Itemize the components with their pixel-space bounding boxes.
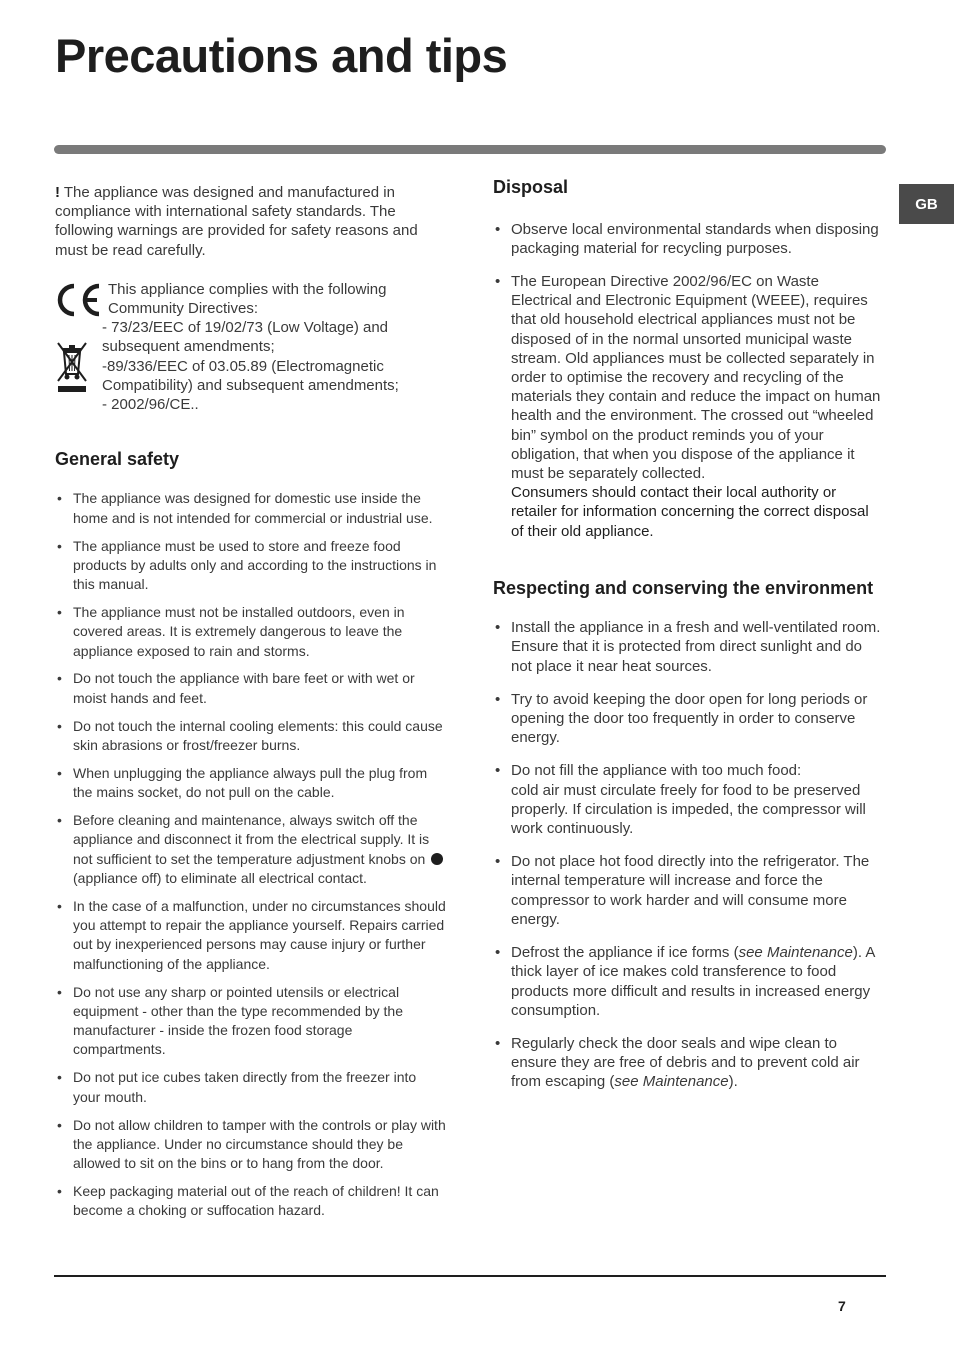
list-item: • Do not touch the internal cooling elements: this could cause skin abrasions or frost/freezer burns. — [57, 717, 443, 753]
maintenance-reference: see Maintenance — [614, 1073, 729, 1091]
compliance-block — [55, 280, 447, 414]
list-item: • Defrost the appliance if ice forms (see Maintenance). A thick layer of ice makes cold transference to food products more difficult and results in increased energy consumption. — [495, 944, 875, 1019]
general-safety-list — [55, 489, 447, 1220]
compliance-text — [102, 280, 447, 414]
list-item: • Do not use any sharp or pointed utensils or electrical equipment - other than the type recommended by the manufacturer - inside the frozen food storage compartments. — [57, 983, 403, 1058]
list-item: • When unplugging the appliance always pull the plug from the mains socket, do not pull on the cable. — [57, 764, 428, 801]
list-item: • Try to avoid keeping the door open for long periods or opening the door too frequently in order to conserve energy. — [495, 690, 868, 747]
language-tab: GB — [899, 184, 954, 224]
list-item: • The appliance was designed for domestic use inside the home and is not intended for commercial or industrial use. — [57, 490, 433, 526]
filled-circle-off-icon — [431, 853, 443, 865]
left-column — [55, 183, 447, 1229]
page-title: Precautions and tips — [55, 29, 508, 82]
compliance-line: - 2002/96/CE.. — [102, 396, 199, 414]
compliance-line: Community Directives: — [108, 300, 259, 318]
list-item: • Do not place hot food directly into the refrigerator. The internal temperature will increase and force the compressor to work harder and will consume more energy. — [495, 853, 870, 928]
intro-paragraph — [55, 183, 447, 260]
list-item: • In the case of a malfunction, under no circumstances should you attempt to repair the appliance yourself. Repairs carried out by inexperienced persons may cause injury or further malfunctioning of the appliance. — [57, 897, 446, 972]
warning-marker: ! — [55, 184, 60, 201]
general-safety-heading: General safety — [55, 448, 180, 469]
list-item: • The European Directive 2002/96/EC on Waste Electrical and Electronic Equipment (WEEE), requires that old household electrical appliances must not be disposed of in the normal unsorted municipal waste stream. Old appliances must be collected separately in order to optimise the recovery and recycling of the materials they contain and reduce the impact on human health and the environment. The crossed out “wheeled bin” symbol on the product reminds you of your obligation, that when you dispose of the appliance it must be separately collected. Consumers should contact their local authority or retailer for information concerning the correct disposal of their old appliance. — [495, 272, 881, 540]
right-column — [493, 178, 883, 1106]
compliance-line: Compatibility) and subsequent amendments; — [102, 376, 399, 394]
list-item: • Do not put ice cubes taken directly from the freezer into your mouth. — [57, 1069, 417, 1105]
compliance-line: subsequent amendments; — [102, 338, 275, 356]
disposal-heading: Disposal — [493, 177, 569, 197]
compliance-line: -89/336/EEC of 03.05.89 (Electromagnetic — [102, 357, 384, 375]
compliance-line: - 73/23/EEC of 19/02/73 (Low Voltage) and — [102, 319, 389, 337]
list-item: • Do not allow children to tamper with the controls or play with the appliance. Under no circumstance should they be allowed to sit on the bins or to hang from the door. — [57, 1116, 446, 1172]
compliance-line: This appliance complies with the following — [108, 280, 387, 298]
list-item: • Install the appliance in a fresh and well-ventilated room. Ensure that it is protected from direct sunlight and do not place it near heat sources. — [495, 619, 881, 675]
disposal-list — [493, 220, 883, 541]
list-item: • Regularly check the door seals and wipe clean to ensure they are free of debris and to prevent cold air from escaping (see Maintenance). — [495, 1034, 860, 1091]
list-item: • Do not fill the appliance with too much food: cold air must circulate freely for food to be preserved properly. If circulation is impeded, the compressor will work continuously. — [495, 762, 866, 838]
list-item: • The appliance must not be installed outdoors, even in covered areas. It is extremely dangerous to leave the appliance exposed to rain and storms. — [57, 603, 405, 659]
list-item: • Do not touch the appliance with bare feet or with wet or moist hands and feet. — [57, 670, 415, 706]
crossed-out-wheeled-bin-icon — [55, 340, 89, 394]
maintenance-reference: see Maintenance — [738, 944, 853, 962]
list-item: • Before cleaning and maintenance, always switch off the appliance and disconnect it from the electrical supply. It is not sufficient to set the temperature adjustment knobs on (appliance off) to eliminate all electrical contact. — [55, 811, 447, 888]
intro-text: The appliance was designed and manufactured in compliance with international safety standards. The following warnings are provided for safety reasons and must be read carefully. — [55, 184, 418, 259]
environment-list — [493, 618, 883, 1091]
footer-divider — [54, 1275, 886, 1277]
page-number: 7 — [838, 1298, 846, 1314]
list-item: • Observe local environmental standards when disposing packaging material for recycling purposes. — [495, 220, 879, 257]
list-item: • Keep packaging material out of the reach of children! It can become a choking or suffocation hazard. — [57, 1183, 439, 1219]
list-item: • The appliance must be used to store and freeze food products by adults only and according to the instructions in this manual. — [57, 537, 437, 593]
title-divider — [54, 145, 886, 154]
ce-mark-icon — [55, 283, 101, 317]
environment-heading: Respecting and conserving the environment — [493, 577, 874, 598]
